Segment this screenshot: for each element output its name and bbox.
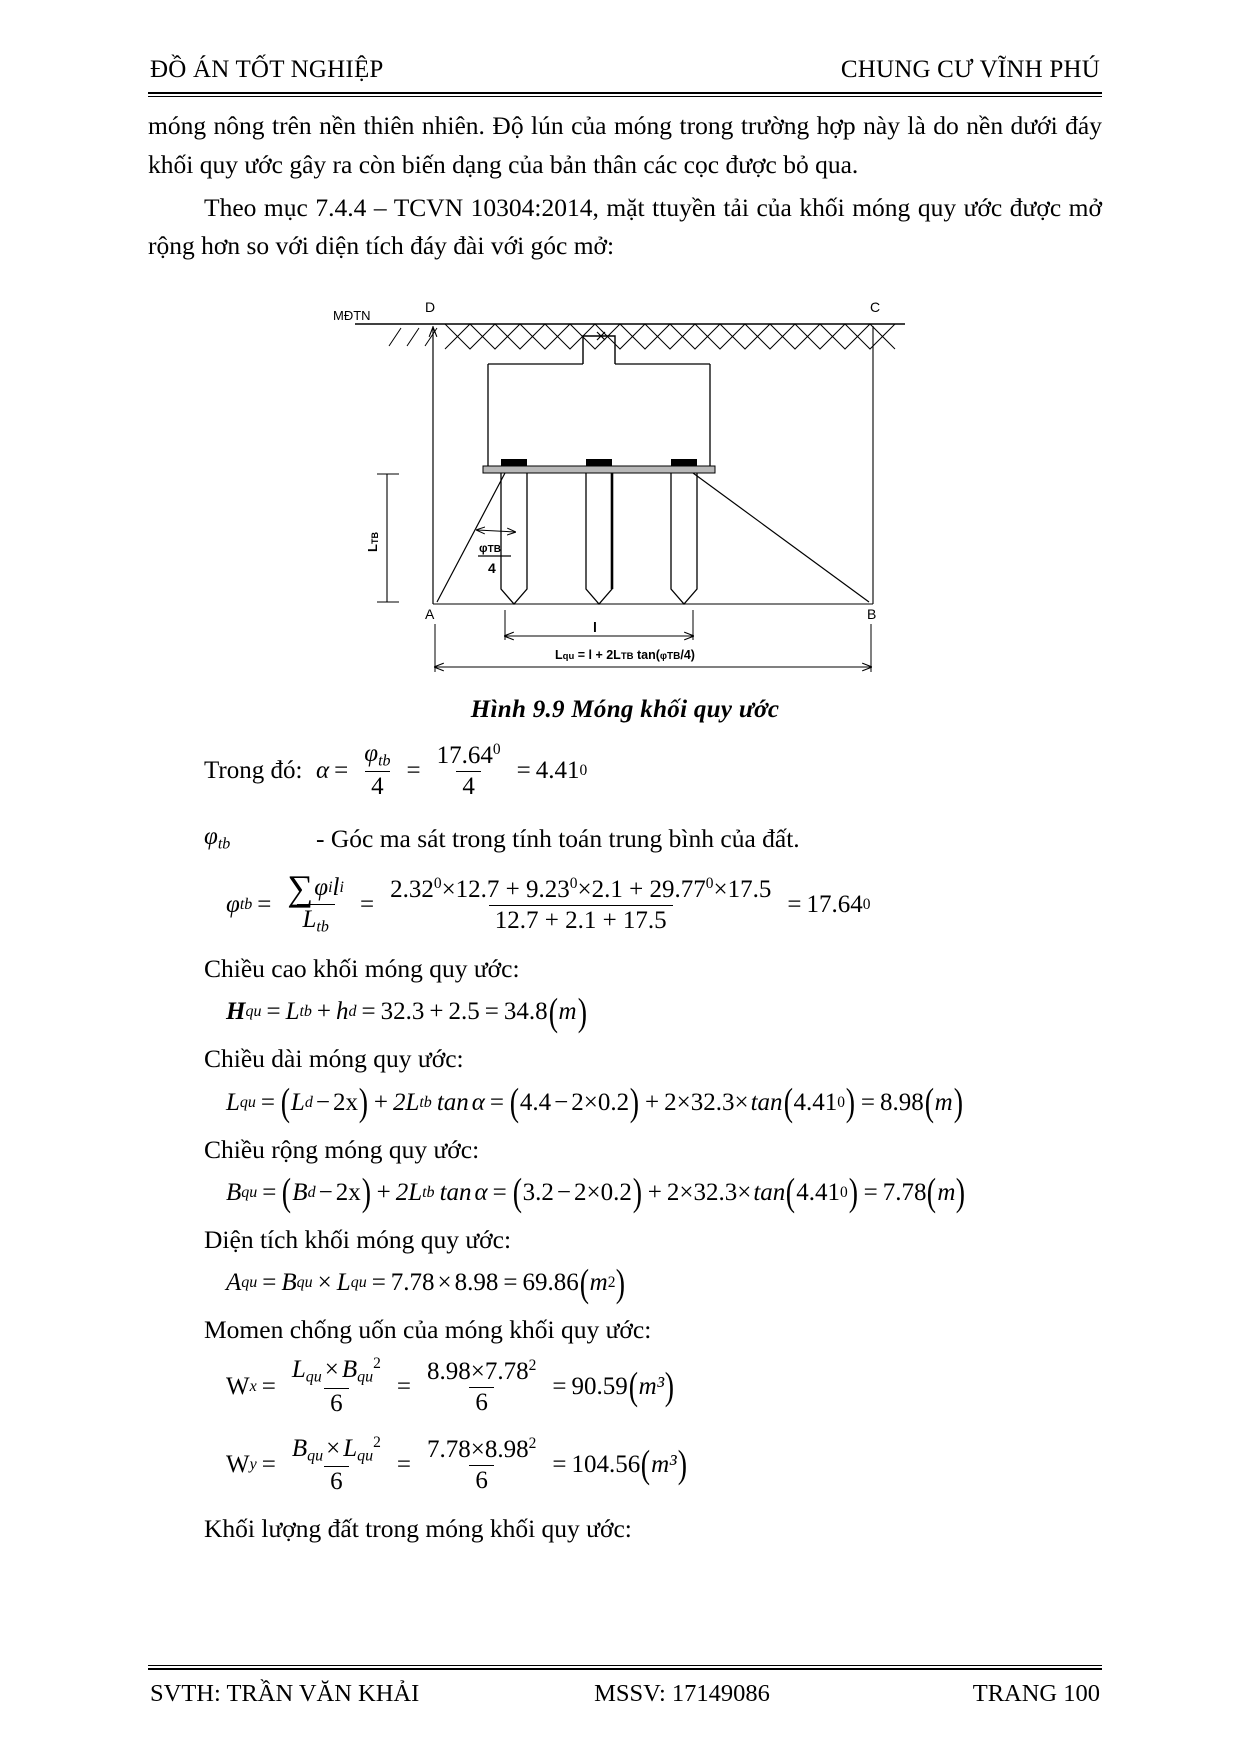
alpha-row	[204, 740, 1102, 801]
figure-container	[148, 284, 1102, 684]
b-alpha: α	[474, 1178, 488, 1206]
wx-lhs: W	[226, 1372, 250, 1400]
l-alpha: α	[471, 1088, 485, 1116]
l-i: l	[332, 874, 340, 902]
footer-student-name: SVTH: TRẦN VĂN KHẢI	[150, 1680, 420, 1707]
sum-symbol: ∑	[287, 867, 314, 908]
wx-num-2-sup: 2	[528, 1356, 537, 1374]
a-bqu-sub: qu	[296, 1274, 313, 1292]
a-bqu: B	[281, 1269, 297, 1297]
ltb-den: L	[302, 905, 317, 933]
height-formula-row	[226, 990, 1102, 1034]
deg-1: 0	[492, 740, 501, 758]
b-tan: tan	[439, 1178, 472, 1206]
paragraph-1: móng nông trên nền thiên nhiên. Độ lún của móng trong trường hợp này là do nền dưới đáy khối quy ước gây ra còn biến dạng của bản thân các cọc được bỏ qua.	[148, 111, 1102, 179]
h-result: 34.8	[503, 998, 548, 1026]
wx-den-2: 6	[469, 1387, 494, 1417]
b-2ltb: 2L	[395, 1178, 423, 1206]
h-plus: +	[316, 998, 332, 1026]
wy-num-2-sup: 2	[528, 1435, 537, 1453]
h-eq-2: =	[361, 998, 376, 1026]
length-heading: Chiều dài móng quy ước:	[204, 1044, 464, 1074]
paragraph-2: Theo mục 7.4.4 – TCVN 10304:2014, mặt ttuyền tải của khối móng quy ước được mở rộng hơn so với diện tích đáy đài với góc mở:	[148, 192, 1102, 261]
wx-bqu-sup: 2	[373, 1355, 381, 1373]
height-formula: H qu = L tb + h d = 32.3 + 2.5 = 34.8 ( m )	[226, 990, 587, 1034]
wy-result: 104.56	[571, 1451, 641, 1478]
phi-definition-row	[204, 823, 1102, 853]
b-eq-2: =	[492, 1178, 507, 1206]
phi-lhs: φ	[226, 891, 240, 919]
wx-sub: x	[249, 1377, 257, 1395]
wy-unit: m³	[651, 1451, 677, 1478]
v-232: 2.32	[390, 876, 434, 904]
wy-den-2: 6	[469, 1465, 494, 1495]
h-v2: 2.5	[448, 998, 480, 1026]
b-bd-sub: d	[307, 1183, 316, 1201]
wy-bqu-sub: qu	[307, 1447, 324, 1465]
soil-heading: Khối lượng đất trong móng khối quy ước:	[204, 1514, 632, 1544]
hqu-sub: qu	[245, 1003, 262, 1021]
wy-lqu-sub: qu	[357, 1447, 374, 1465]
wy-times: ×	[326, 1434, 341, 1462]
label-corner-b: B	[867, 606, 877, 622]
wx-result: 90.59	[571, 1372, 628, 1400]
eq-1: =	[334, 756, 349, 784]
l-unit: m	[934, 1088, 953, 1116]
deg-2977: 0	[705, 875, 714, 893]
phi-formula	[226, 867, 871, 936]
h-ltb: L	[285, 998, 300, 1026]
wy-eq-3: =	[552, 1451, 567, 1478]
label-ltb: LTB	[365, 532, 380, 552]
deg-232: 0	[433, 875, 442, 893]
b-result: 7.78	[882, 1178, 927, 1206]
phi-tb-num: φ	[364, 740, 379, 767]
phi-formula-row	[226, 867, 1102, 936]
l-n3: 2×32.3×	[664, 1088, 749, 1116]
foundation-block-diagram	[325, 284, 925, 684]
wx-den-1: 6	[324, 1388, 349, 1418]
a-unit-sup: 2	[607, 1274, 616, 1292]
aqu-sub: qu	[241, 1274, 258, 1292]
lqu-sub: qu	[239, 1093, 256, 1111]
h-eq-3: =	[484, 998, 499, 1026]
bqu-sub: qu	[241, 1183, 258, 1201]
alpha-result: 4.41	[535, 756, 580, 784]
header-right-title: CHUNG CƯ VĨNH PHÚ	[840, 56, 1100, 83]
wy-bqu: B	[291, 1434, 308, 1462]
label-outer-dim: Lqu = l + 2LTB tan(φTB/4)	[555, 648, 695, 662]
phi-tb-sub: tb	[378, 752, 391, 770]
value-1764: 17.64	[436, 741, 493, 769]
l-ld-sub: d	[304, 1093, 313, 1111]
figure-caption: Hình 9.9 Móng khối quy ước	[470, 696, 780, 723]
v-rest-3: ×17.5	[713, 876, 772, 904]
phi-sub: tb	[217, 835, 231, 853]
a-lqu-sub: qu	[350, 1274, 367, 1292]
label-corner-c: C	[870, 299, 881, 315]
a-times2: ×	[437, 1269, 452, 1297]
h-plus2: +	[429, 998, 444, 1026]
l-eq-3: =	[860, 1088, 875, 1116]
header-left-title: ĐỒ ÁN TỐT NGHIỆP	[150, 56, 384, 83]
body-text-block	[148, 107, 1102, 266]
label-angle-num: φTB	[479, 541, 501, 555]
l-angle-deg: 0	[837, 1093, 845, 1111]
phi-symbol: φ	[204, 823, 218, 851]
v-rest-2: ×2.1 + 29.77	[577, 876, 706, 904]
b-eq-1: =	[262, 1178, 277, 1206]
ltb-den-sub: tb	[316, 918, 329, 936]
l-minus2: −	[554, 1088, 569, 1116]
wx-lqu: L	[291, 1356, 306, 1384]
l-eq-1: =	[260, 1088, 276, 1116]
label-angle-den: 4	[488, 560, 496, 576]
label-corner-a: A	[425, 606, 435, 622]
b-eq-3: =	[863, 1178, 878, 1206]
l-2ltb: 2L	[392, 1088, 420, 1116]
l-2x: 2x	[332, 1088, 358, 1116]
phi-eq-3: =	[787, 891, 802, 919]
wx-num-2: 8.98×7.78	[426, 1357, 529, 1385]
l-eq-2: =	[489, 1088, 504, 1116]
phi-result-deg: 0	[862, 896, 871, 914]
width-formula: B qu = ( B d − 2x ) + 2L tb tan α = ( 3.2 − 2×0.2 ) + 2×32.3× tan ( 4.41 0 ) = 7.78 ( m )	[226, 1171, 966, 1215]
page-footer	[148, 1665, 1102, 1708]
h-hd-sub: d	[348, 1003, 357, 1021]
deg-923: 0	[569, 875, 578, 893]
phi-result: 17.64	[806, 891, 863, 919]
four-den-2: 4	[456, 771, 481, 801]
l-angle: 4.41	[793, 1088, 838, 1116]
b-plus2: +	[647, 1178, 662, 1206]
length-formula-row	[226, 1081, 1102, 1125]
area-formula: A qu = B qu × L qu = 7.78 × 8.98 = 69.86 ( m 2 )	[226, 1261, 626, 1305]
deg-2: 0	[579, 761, 588, 779]
footer-student-id: MSSV: 17149086	[594, 1680, 770, 1707]
wx-eq-2: =	[396, 1372, 411, 1400]
header-divider	[148, 92, 1102, 97]
width-formula-row	[226, 1171, 1102, 1215]
phi-lhs-sub: tb	[239, 896, 253, 914]
footer-page-number: TRANG 100	[972, 1680, 1100, 1707]
wx-lqu-sub: qu	[305, 1368, 322, 1386]
b-unit: m	[937, 1178, 956, 1206]
b-n2: 2×0.2	[574, 1178, 632, 1206]
wy-num-2: 7.78×8.98	[426, 1436, 529, 1463]
a-unit: m	[589, 1269, 608, 1297]
b-plus: +	[376, 1178, 391, 1206]
b-bd: B	[292, 1178, 308, 1206]
page-header	[148, 48, 1102, 90]
area-heading: Diện tích khối móng quy ước:	[204, 1224, 512, 1254]
l-tan: tan	[436, 1088, 469, 1116]
l-n2: 2×0.2	[571, 1088, 630, 1116]
h-v1: 32.3	[380, 998, 425, 1026]
b-minus: −	[318, 1178, 333, 1206]
wx-times: ×	[324, 1356, 339, 1384]
wy-formula-row	[226, 1434, 1102, 1496]
a-times: ×	[317, 1269, 332, 1297]
moment-heading: Momen chống uốn của móng khối quy ước:	[204, 1315, 652, 1345]
length-formula: L qu = ( L d − 2x ) + 2L tb tan α = ( 4.4 − 2×0.2 ) + 2×32.3× tan ( 4.41 0 ) = 8.98 ( m )	[226, 1081, 963, 1125]
a-eq-2: =	[371, 1269, 386, 1297]
wx-formula-row	[226, 1355, 1102, 1417]
h-hd: h	[336, 998, 349, 1026]
l-n1: 4.4	[519, 1088, 552, 1116]
wy-eq-2: =	[396, 1451, 411, 1478]
b-tan2: tan	[753, 1178, 786, 1206]
alpha-symbol: α	[316, 756, 330, 784]
wx-eq-3: =	[552, 1372, 567, 1400]
aqu-lhs: A	[226, 1269, 242, 1297]
wy-sub: y	[249, 1456, 257, 1473]
l-2ltb-sub: tb	[419, 1093, 432, 1111]
l-minus: −	[315, 1088, 330, 1116]
bqu-lhs: B	[226, 1178, 242, 1206]
wx-bqu-sub: qu	[357, 1368, 374, 1386]
label-corner-d: D	[425, 299, 436, 315]
b-minus2: −	[556, 1178, 572, 1206]
l-ld: L	[290, 1088, 305, 1116]
eq-2: =	[406, 756, 421, 784]
a-eq-1: =	[262, 1269, 277, 1297]
b-angle-deg: 0	[839, 1183, 848, 1201]
l-i-sub: i	[339, 879, 344, 897]
eq-3: =	[516, 756, 531, 784]
b-2ltb-sub: tb	[422, 1183, 435, 1201]
b-n1: 3.2	[522, 1178, 554, 1206]
footer-divider	[148, 1665, 1102, 1670]
wx-eq-1: =	[261, 1372, 276, 1400]
wy-eq-1: =	[261, 1451, 276, 1478]
a-v2: 8.98	[454, 1269, 499, 1297]
wx-formula: W x = $\frac{L_{qu} \times B_{qu}^2}{6}$ = $\frac{8.98\times 7.78^2}{6}$ = 90.59 ( m³ )	[226, 1355, 675, 1417]
trong-do-label: Trong đó:	[204, 756, 303, 784]
phi-symbol-group	[204, 823, 316, 853]
four-den-1: 4	[365, 771, 390, 801]
a-eq-3: =	[503, 1269, 518, 1297]
h-ltb-sub: tb	[299, 1003, 312, 1021]
area-formula-row	[226, 1261, 1102, 1305]
wy-lhs: W	[226, 1451, 250, 1478]
wx-bqu: B	[341, 1356, 358, 1384]
l-plus2: +	[645, 1088, 660, 1116]
phi-i-sub: i	[328, 879, 333, 897]
l-result: 8.98	[879, 1088, 924, 1116]
phi-den-sum: 12.7 + 2.1 + 17.5	[489, 905, 673, 935]
h-unit: m	[558, 998, 577, 1026]
phi-description: - Góc ma sát trong tính toán trung bình của đất.	[316, 823, 800, 853]
h-eq-1: =	[266, 998, 281, 1026]
a-result: 69.86	[522, 1269, 579, 1297]
hqu-lhs: H	[226, 998, 246, 1026]
wy-den-1: 6	[324, 1466, 349, 1496]
lqu-lhs: L	[226, 1088, 240, 1116]
wy-lqu-sup: 2	[373, 1433, 381, 1451]
phi-eq-1: =	[257, 891, 272, 919]
l-tan2: tan	[750, 1088, 783, 1116]
v-rest-1: ×12.7 + 9.23	[441, 876, 570, 904]
b-n3: 2×32.3×	[666, 1178, 752, 1206]
phi-i: φ	[314, 874, 329, 902]
l-plus: +	[373, 1088, 388, 1116]
b-2x: 2x	[335, 1178, 361, 1206]
wx-unit: m³	[638, 1372, 665, 1400]
a-v1: 7.78	[390, 1269, 435, 1297]
wy-formula: W y = $\frac{B_{qu} \times L_{qu}^2}{6}$ = $\frac{7.78\times 8.98^2}{6}$ = 104.56 ( m³ )	[226, 1433, 687, 1496]
wy-lqu: L	[343, 1434, 358, 1462]
a-lqu: L	[336, 1269, 351, 1297]
height-heading: Chiều cao khối móng quy ước:	[204, 954, 520, 984]
phi-eq-2: =	[359, 891, 375, 919]
width-heading: Chiều rộng móng quy ước:	[204, 1134, 480, 1164]
label-mdtn: MĐTN	[333, 308, 371, 323]
label-inner-dim: l	[593, 619, 597, 635]
alpha-formula	[316, 740, 587, 801]
b-angle: 4.41	[796, 1178, 840, 1206]
